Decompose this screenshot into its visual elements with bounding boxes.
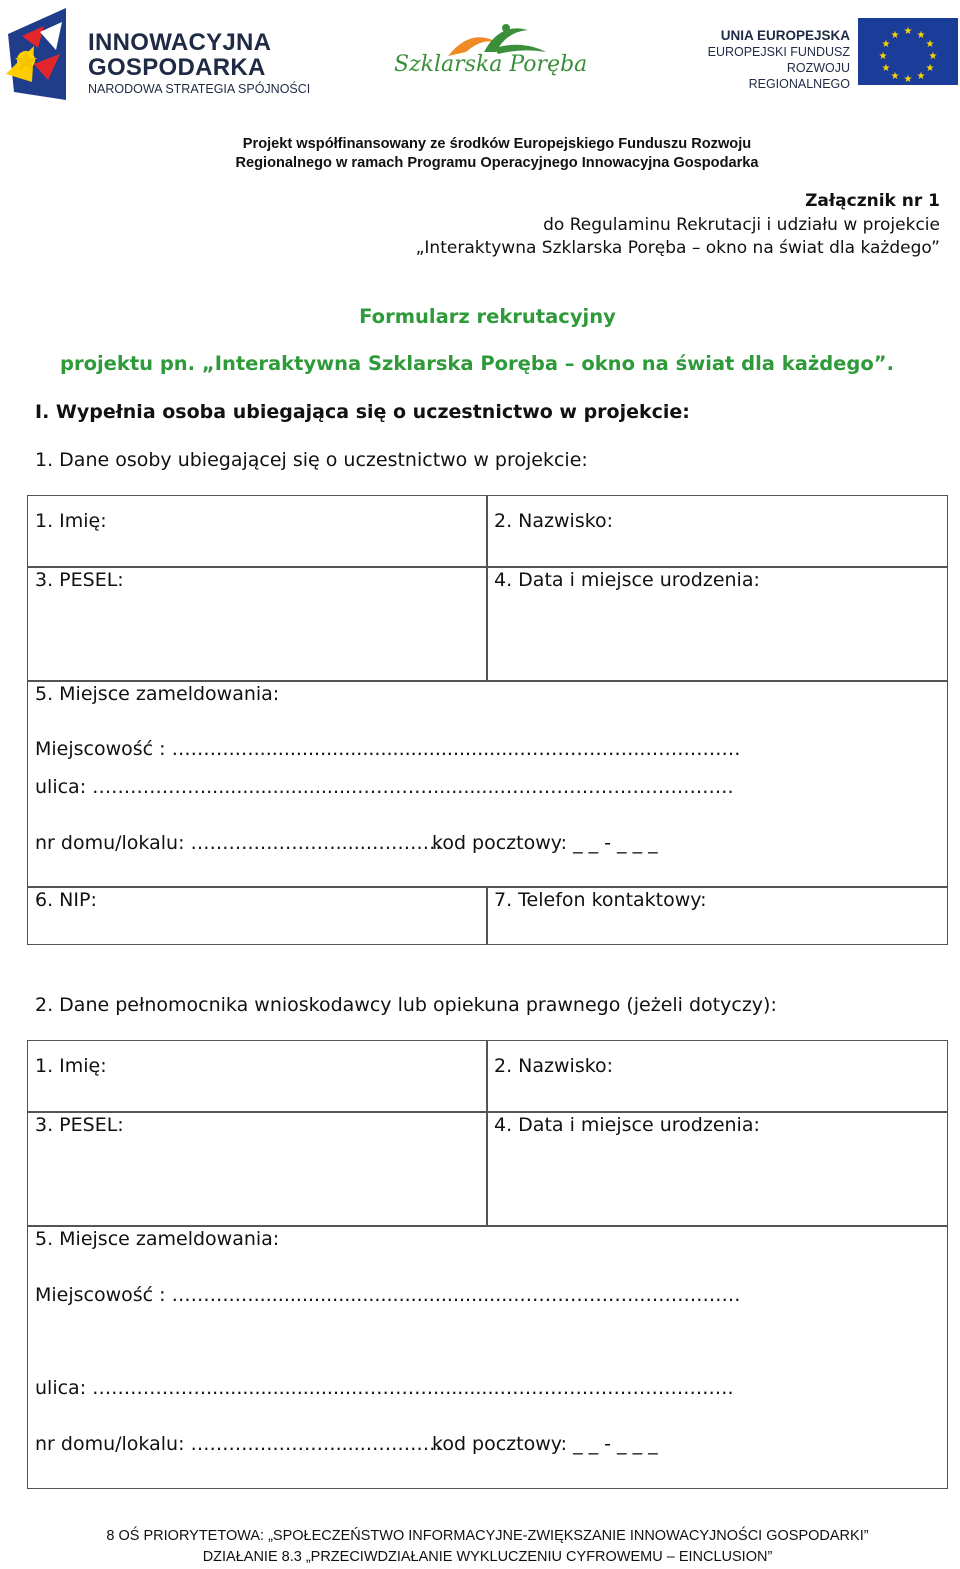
house-number-field[interactable]: nr domu/lokalu: ……….….……….....………… [35,832,442,854]
town-logo-text: Szklarska Poręba [394,52,588,77]
section-heading: I. Wypełnia osoba ubiegająca się o uczestnictwo w projekcie: [35,401,690,423]
table-divider [27,1111,948,1113]
rep-first-name-field[interactable]: 1. Imię: [35,1055,107,1077]
eu-logo-text: UNIA EUROPEJSKA EUROPEJSKI FUNDUSZ ROZWOJU REGIONALNEGO [707,28,850,91]
street-field[interactable]: ulica: ……………….........................…………...........………………………………. [35,776,734,798]
annex-line: do Regulaminu Rekrutacji i udziału w projekcie [543,214,940,235]
svg-text:★: ★ [925,63,935,74]
ig-logo-title: INNOWACYJNA GOSPODARKA [88,29,272,81]
rep-pesel-field[interactable]: 3. PESEL: [35,1114,124,1136]
rep-street-field[interactable]: ulica: ……………….........................…………...........………………………………. [35,1377,734,1399]
svg-text:★: ★ [881,39,891,50]
residence-label: 5. Miejsce zameldowania: [35,683,280,705]
form-title: Formularz rekrutacyjny [359,305,616,328]
svg-text:★: ★ [925,39,935,50]
svg-text:★: ★ [916,71,926,82]
table-divider [27,566,948,568]
footer-line: 8 OŚ PRIORYTETOWA: „SPOŁECZEŃSTWO INFORMACYJNE-ZWIĘKSZANIE INNOWACYJNOŚCI GOSPODARKI” [106,1528,869,1544]
applicant-data-table [27,495,948,945]
cofinancing-note: Projekt współfinansowany ze środków Europejskiego Funduszu Rozwoju Regionalnego w ramach Programu Operacyjnego Innowacyjna Gospodarka [235,136,759,171]
svg-text:★: ★ [903,26,913,37]
annex-title: Załącznik nr 1 [805,191,940,211]
rep-birth-date-place-field[interactable]: 4. Data i miejsce urodzenia: [494,1114,760,1136]
table-divider [27,680,948,682]
rep-house-number-field[interactable]: nr domu/lokalu: ……….….……….....………… [35,1433,442,1455]
rep-postal-code-field[interactable]: kod pocztowy: _ _ - _ _ _ [432,1433,658,1455]
nip-field[interactable]: 6. NIP: [35,889,97,911]
subsection-heading-applicant: 1. Dane osoby ubiegającej się o uczestnictwo w projekcie: [35,449,588,471]
city-field[interactable]: Miejscowość : ……….…............................................………………..…………… [35,738,741,760]
table-divider [486,495,488,680]
birth-date-place-field[interactable]: 4. Data i miejsce urodzenia: [494,569,760,591]
svg-text:★: ★ [928,51,938,62]
innowacyjna-gospodarka-logo [4,4,311,100]
eu-flag-icon [858,18,958,85]
svg-text:★: ★ [916,30,926,41]
rep-city-field[interactable]: Miejscowość : ……….…............................................………………..…………… [35,1284,741,1306]
first-name-field[interactable]: 1. Imię: [35,510,107,532]
representative-data-table [27,1040,948,1489]
last-name-field[interactable]: 2. Nazwisko: [494,510,614,532]
page-footer [0,1526,960,1568]
phone-field[interactable]: 7. Telefon kontaktowy: [494,889,707,911]
svg-text:★: ★ [890,71,900,82]
annex-line: „Interaktywna Szklarska Poręba – okno na świat dla każdego” [415,238,940,258]
rep-last-name-field[interactable]: 2. Nazwisko: [494,1055,614,1077]
postal-code-field[interactable]: kod pocztowy: _ _ - _ _ _ [432,832,658,854]
svg-text:★: ★ [890,30,900,41]
ig-emblem-icon [4,4,74,100]
svg-text:★: ★ [881,63,891,74]
rep-residence-label: 5. Miejsce zameldowania: [35,1228,280,1250]
annex-block [416,190,940,261]
footer-line: DZIAŁANIE 8.3 „PRZECIWDZIAŁANIE WYKLUCZENIU CYFROWEMU – EINCLUSION” [202,1549,773,1565]
pesel-field[interactable]: 3. PESEL: [35,569,124,591]
table-divider [27,1225,948,1227]
table-divider [486,1040,488,1225]
subsection-heading-representative: 2. Dane pełnomocnika wnioskodawcy lub opiekuna prawnego (jeżeli dotyczy): [35,994,777,1016]
szklarska-poreba-logo [388,22,593,84]
svg-text:★: ★ [878,51,888,62]
project-name-line: projektu pn. „Interaktywna Szklarska Poręba – okno na świat dla każdego”. [60,352,894,375]
ig-logo-subtitle: NARODOWA STRATEGIA SPÓJNOŚCI [88,82,311,96]
svg-text:★: ★ [903,74,913,85]
table-divider [486,886,488,945]
table-divider [27,886,948,888]
